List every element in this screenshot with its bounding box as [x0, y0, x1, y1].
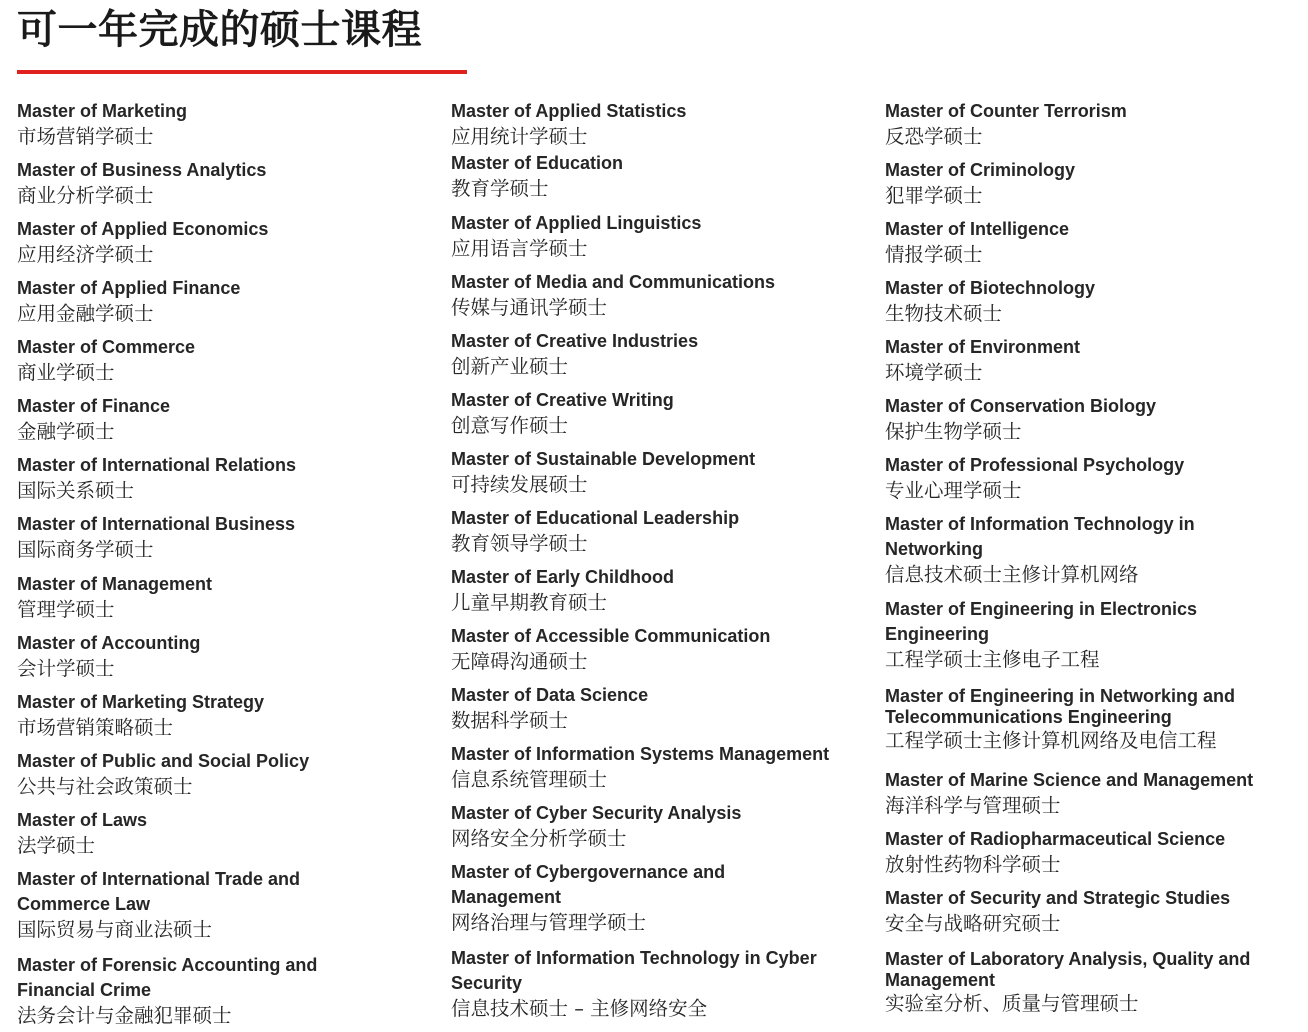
course-chinese-name: 网络安全分析学硕士	[451, 827, 627, 850]
course-item-it-cyber-security	[451, 946, 851, 1021]
course-item-forensic-accounting	[17, 953, 347, 1028]
course-chinese-name: 实验室分析、质量与管理硕士	[885, 992, 1139, 1015]
course-chinese-name: 会计学硕士	[17, 657, 115, 680]
course-chinese-name: 教育学硕士	[451, 177, 549, 200]
course-item-laboratory-analysis	[885, 949, 1285, 1016]
course-chinese-name: 应用统计学硕士	[451, 125, 588, 148]
course-chinese-name: 数据科学硕士	[451, 709, 569, 732]
course-item-education	[451, 151, 871, 201]
course-english-name: Master of Creative Industries	[451, 331, 699, 351]
course-item-finance	[17, 394, 437, 444]
course-english-name: Master of Intelligence	[885, 219, 1070, 239]
course-chinese-name: 专业心理学硕士	[885, 479, 1022, 502]
course-chinese-name: 法务会计与金融犯罪硕士	[17, 1004, 232, 1027]
course-item-professional-psychology	[885, 453, 1303, 503]
course-item-marketing-strategy	[17, 690, 437, 740]
course-item-it-networking	[885, 512, 1195, 587]
course-chinese-name: 海洋科学与管理硕士	[885, 794, 1061, 817]
course-english-name: Master of Education	[451, 153, 624, 173]
course-item-management	[17, 572, 437, 622]
course-chinese-name: 反恐学硕士	[885, 125, 983, 148]
course-item-cybergovernance-management	[451, 860, 751, 935]
course-item-radiopharmaceutical-science	[885, 827, 1303, 877]
course-english-name: Master of International Trade and Commerce Law	[17, 869, 301, 914]
course-english-name: Master of Cyber Security Analysis	[451, 803, 742, 823]
course-english-name: Master of Cybergovernance and Management	[451, 862, 726, 907]
course-chinese-name: 应用经济学硕士	[17, 243, 154, 266]
course-chinese-name: 工程学硕士主修电子工程	[885, 648, 1100, 671]
course-english-name: Master of Applied Statistics	[451, 101, 687, 121]
course-english-name: Master of Media and Communications	[451, 272, 776, 292]
course-chinese-name: 儿童早期教育硕士	[451, 591, 608, 614]
course-chinese-name: 金融学硕士	[17, 420, 115, 443]
course-chinese-name: 传媒与通讯学硕士	[451, 296, 608, 319]
course-english-name: Master of Laboratory Analysis, Quality and Management	[885, 949, 1251, 990]
course-english-name: Master of Conservation Biology	[885, 396, 1157, 416]
course-english-name: Master of Information Technology in Networking	[885, 514, 1195, 559]
course-column-1	[17, 0, 437, 1032]
course-chinese-name: 市场营销学硕士	[17, 125, 154, 148]
course-item-media-communications	[451, 270, 871, 320]
course-chinese-name: 公共与社会政策硕士	[17, 775, 193, 798]
course-item-applied-finance	[17, 276, 437, 326]
course-item-biotechnology	[885, 276, 1303, 326]
course-english-name: Master of Accessible Communication	[451, 626, 771, 646]
course-english-name: Master of Sustainable Development	[451, 449, 756, 469]
course-english-name: Master of Early Childhood	[451, 567, 675, 587]
course-english-name: Master of International Relations	[17, 455, 297, 475]
course-english-name: Master of Business Analytics	[17, 160, 267, 180]
course-item-creative-writing	[451, 388, 871, 438]
course-item-information-systems-management	[451, 742, 871, 792]
course-item-applied-statistics	[451, 99, 871, 149]
course-item-international-trade-commerce-law	[17, 867, 337, 942]
course-item-intelligence	[885, 217, 1303, 267]
course-chinese-name: 环境学硕士	[885, 361, 983, 384]
course-english-name: Master of Forensic Accounting and Financial Crime	[17, 955, 318, 1000]
course-chinese-name: 市场营销策略硕士	[17, 716, 174, 739]
course-item-engineering-electronics	[885, 597, 1215, 672]
course-english-name: Master of Creative Writing	[451, 390, 674, 410]
course-item-criminology	[885, 158, 1303, 208]
course-english-name: Master of Engineering in Networking and Telecommunications Engineering	[885, 686, 1236, 727]
course-item-creative-industries	[451, 329, 871, 379]
course-item-sustainable-development	[451, 447, 871, 497]
course-chinese-name: 信息技术硕士主修计算机网络	[885, 563, 1139, 586]
course-chinese-name: 应用金融学硕士	[17, 302, 154, 325]
course-item-cyber-security-analysis	[451, 801, 871, 851]
course-item-accessible-communication	[451, 624, 871, 674]
course-column-3	[885, 0, 1303, 1032]
course-item-marine-science-management	[885, 768, 1303, 818]
course-chinese-name: 国际关系硕士	[17, 479, 135, 502]
course-chinese-name: 信息技术硕士 – 主修网络安全	[451, 997, 708, 1020]
course-item-international-relations	[17, 453, 437, 503]
course-chinese-name: 保护生物学硕士	[885, 420, 1022, 443]
course-item-early-childhood	[451, 565, 871, 615]
course-item-applied-economics	[17, 217, 437, 267]
course-chinese-name: 无障碍沟通硕士	[451, 650, 588, 673]
course-item-environment	[885, 335, 1303, 385]
course-english-name: Master of Environment	[885, 337, 1081, 357]
course-english-name: Master of Information Technology in Cyber Security	[451, 948, 817, 993]
course-chinese-name: 国际贸易与商业法硕士	[17, 918, 213, 941]
course-chinese-name: 可持续发展硕士	[451, 473, 588, 496]
course-chinese-name: 商业学硕士	[17, 361, 115, 384]
course-english-name: Master of Commerce	[17, 337, 196, 357]
course-english-name: Master of Criminology	[885, 160, 1076, 180]
course-english-name: Master of Applied Economics	[17, 219, 269, 239]
course-chinese-name: 安全与战略研究硕士	[885, 912, 1061, 935]
course-english-name: Master of Applied Finance	[17, 278, 241, 298]
course-english-name: Master of Radiopharmaceutical Science	[885, 829, 1226, 849]
course-column-2	[451, 0, 871, 1032]
course-english-name: Master of International Business	[17, 514, 296, 534]
course-item-counter-terrorism	[885, 99, 1303, 149]
course-item-accounting	[17, 631, 437, 681]
course-chinese-name: 情报学硕士	[885, 243, 983, 266]
course-chinese-name: 教育领导学硕士	[451, 532, 588, 555]
course-english-name: Master of Marine Science and Management	[885, 770, 1254, 790]
course-item-laws	[17, 808, 437, 858]
course-english-name: Master of Management	[17, 574, 213, 594]
course-english-name: Master of Public and Social Policy	[17, 751, 310, 771]
course-english-name: Master of Accounting	[17, 633, 201, 653]
course-english-name: Master of Security and Strategic Studies	[885, 888, 1231, 908]
course-item-data-science	[451, 683, 871, 733]
course-item-conservation-biology	[885, 394, 1303, 444]
course-item-engineering-networking-telecom	[885, 686, 1263, 753]
course-item-public-social-policy	[17, 749, 437, 799]
course-english-name: Master of Professional Psychology	[885, 455, 1185, 475]
course-english-name: Master of Marketing Strategy	[17, 692, 265, 712]
course-english-name: Master of Educational Leadership	[451, 508, 740, 528]
course-chinese-name: 信息系统管理硕士	[451, 768, 608, 791]
course-chinese-name: 放射性药物科学硕士	[885, 853, 1061, 876]
course-chinese-name: 网络治理与管理学硕士	[451, 911, 647, 934]
course-chinese-name: 商业分析学硕士	[17, 184, 154, 207]
course-english-name: Master of Data Science	[451, 685, 649, 705]
course-item-educational-leadership	[451, 506, 871, 556]
page-title: 可一年完成的硕士课程	[17, 7, 422, 53]
course-english-name: Master of Engineering in Electronics Engineering	[885, 599, 1198, 644]
course-chinese-name: 生物技术硕士	[885, 302, 1003, 325]
course-item-commerce	[17, 335, 437, 385]
course-item-marketing	[17, 99, 437, 149]
course-item-international-business	[17, 512, 437, 562]
course-english-name: Master of Marketing	[17, 101, 188, 121]
course-english-name: Master of Information Systems Management	[451, 744, 830, 764]
course-item-business-analytics	[17, 158, 437, 208]
course-chinese-name: 管理学硕士	[17, 598, 115, 621]
course-english-name: Master of Laws	[17, 810, 148, 830]
course-chinese-name: 工程学硕士主修计算机网络及电信工程	[885, 729, 1217, 752]
course-item-security-strategic-studies	[885, 886, 1303, 936]
course-chinese-name: 创新产业硕士	[451, 355, 569, 378]
course-english-name: Master of Applied Linguistics	[451, 213, 702, 233]
course-chinese-name: 犯罪学硕士	[885, 184, 983, 207]
course-chinese-name: 法学硕士	[17, 834, 96, 857]
course-english-name: Master of Counter Terrorism	[885, 101, 1127, 121]
course-english-name: Master of Biotechnology	[885, 278, 1096, 298]
course-chinese-name: 国际商务学硕士	[17, 538, 154, 561]
course-chinese-name: 应用语言学硕士	[451, 237, 588, 260]
course-english-name: Master of Finance	[17, 396, 171, 416]
course-item-applied-linguistics	[451, 211, 871, 261]
course-chinese-name: 创意写作硕士	[451, 414, 569, 437]
